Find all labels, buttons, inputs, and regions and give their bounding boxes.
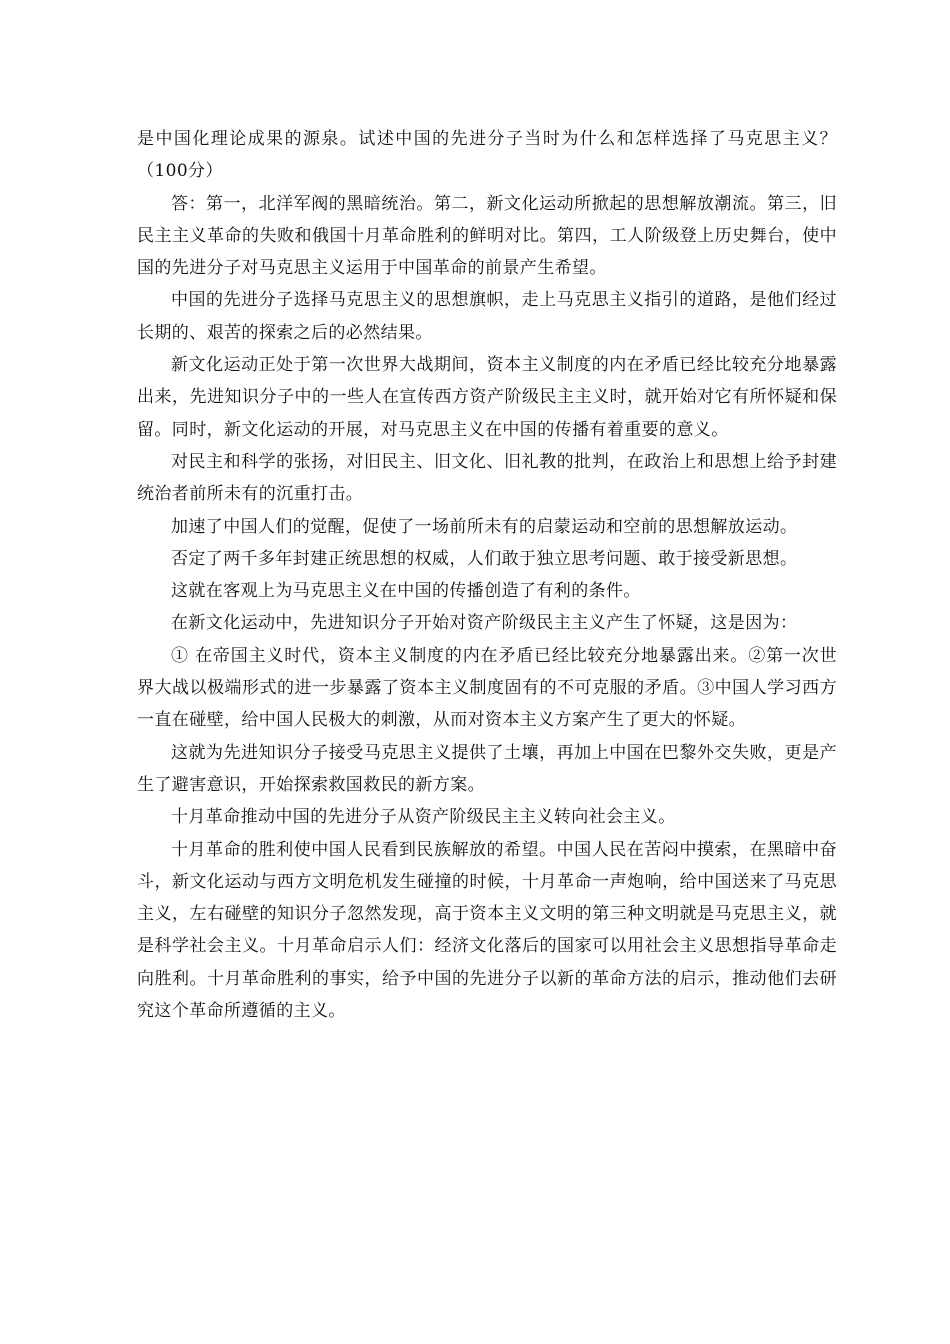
- paragraph-9: 在新文化运动中，先进知识分子开始对资产阶级民主主义产生了怀疑，这是因为：: [171, 613, 798, 634]
- paragraph-5: 对民主和科学的张扬，对旧民主、旧文化、旧礼教的批判，在政治上和思想上给予封建统治者前所未有的沉重打击。: [137, 451, 837, 505]
- paragraph-2: 答：第一，北洋军阀的黑暗统治。第二，新文化运动所掀起的思想解放潮流。第三，旧民主主义革命的失败和俄国十月革命胜利的鲜明对比。第四，工人阶级登上历史舞台，使中国的先进分子对马克思主义运用于中国革命的前景产生希望。: [137, 193, 837, 279]
- paragraph-7: 否定了两千多年封建正统思想的权威，人们敢于独立思考问题、敢于接受新思想。: [171, 548, 798, 569]
- paragraph-13: 十月革命的胜利使中国人民看到民族解放的希望。中国人民在苦闷中摸索，在黑暗中奋斗，新文化运动与西方文明危机发生碰撞的时候，十月革命一声炮响，给中国送来了马克思主义，左右碰壁的知识分子忽然发现，高于资本主义文明的第三种文明就是马克思主义，就是科学社会主义。十月革命启示人们：经济文化落后的国家可以用社会主义思想指导革命走向胜利。十月革命胜利的事实，给予中国的先进分子以新的革命方法的启示，推动他们去研究这个革命所遵循的主义。: [137, 839, 837, 1022]
- paragraph-1: 是中国化理论成果的源泉。试述中国的先进分子当时为什么和怎样选择了马克思主义？（100分）: [137, 129, 837, 182]
- paragraph-10: ① 在帝国主义时代，资本主义制度的内在矛盾已经比较充分地暴露出来。②第一次世界大战以极端形式的进一步暴露了资本主义制度固有的不可克服的矛盾。③中国人学习西方一直在碰壁，给中国人民极大的刺激，从而对资本主义方案产生了更大的怀疑。: [137, 645, 837, 731]
- paragraph-6: 加速了中国人们的觉醒，促使了一场前所未有的启蒙运动和空前的思想解放运动。: [171, 516, 798, 537]
- paragraph-8: 这就在客观上为马克思主义在中国的传播创造了有利的条件。: [171, 581, 641, 602]
- paragraph-11: 这就为先进知识分子接受马克思主义提供了土壤，再加上中国在巴黎外交失败，更是产生了避害意识，开始探索救国救民的新方案。: [137, 742, 837, 795]
- paragraph-4: 新文化运动正处于第一次世界大战期间，资本主义制度的内在矛盾已经比较充分地暴露出来，先进知识分子中的一些人在宣传西方资产阶级民主主义时，就开始对它有所怀疑和保留。同时，新文化运动的开展，对马克思主义在中国的传播有着重要的意义。: [137, 355, 837, 440]
- paragraph-3: 中国的先进分子选择马克思主义的思想旗帜，走上马克思主义指引的道路，是他们经过长期的、艰苦的探索之后的必然结果。: [137, 290, 837, 343]
- document-body: [137, 123, 837, 1027]
- paragraph-12: 十月革命推动中国的先进分子从资产阶级民主主义转向社会主义。: [171, 807, 676, 828]
